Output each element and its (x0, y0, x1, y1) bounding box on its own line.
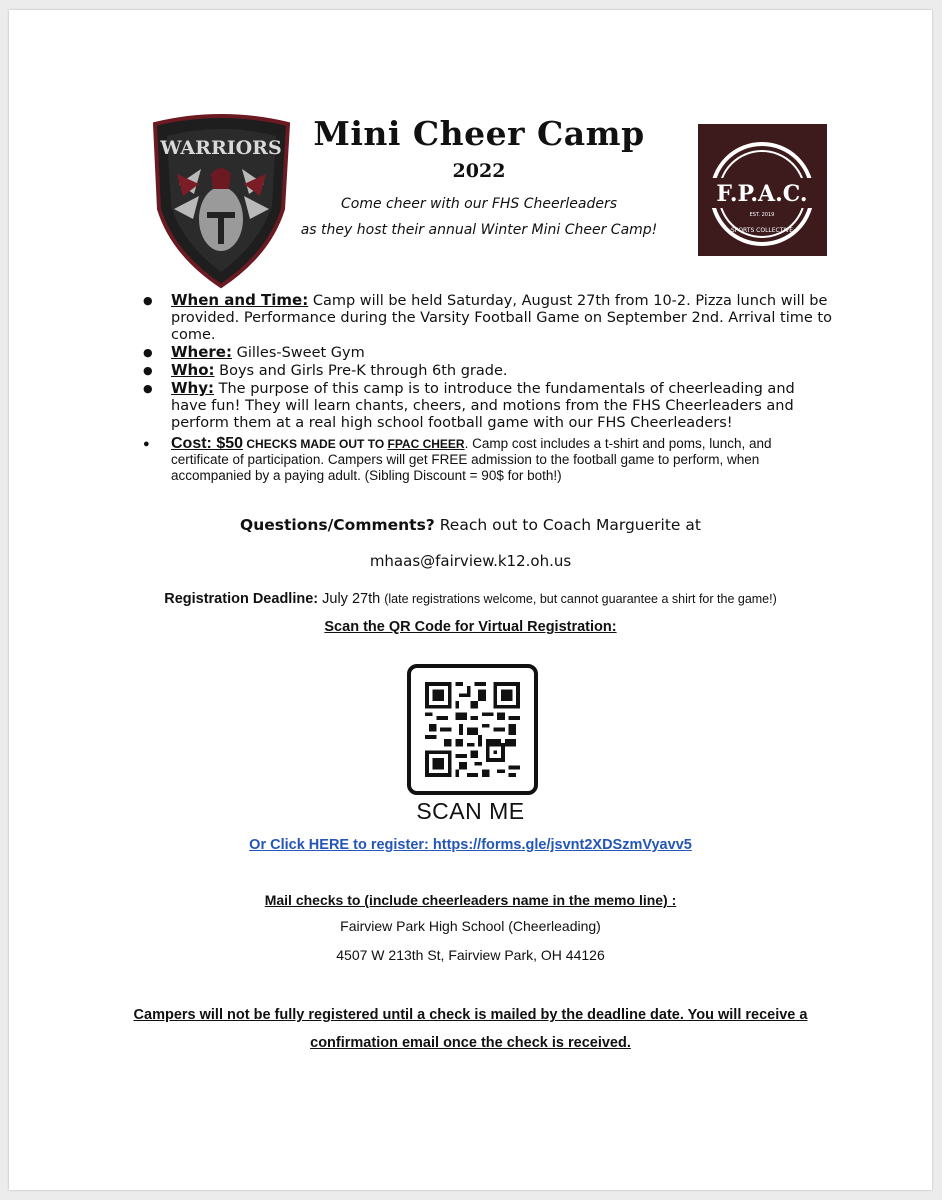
where-label: Where: (171, 343, 232, 361)
address-line-1: Fairview Park High School (Cheerleading) (340, 918, 601, 934)
list-item-cost (143, 436, 833, 484)
when-text: Camp will be held Saturday, August 27th from 10-2. Pizza lunch will be provided. Performance during the Varsity Football Game on September 2nd. Arrival time to come. (171, 293, 832, 343)
address-line-2: 4507 W 213th St, Fairview Park, OH 44126 (336, 947, 605, 963)
cost-payee: FPAC CHEER (387, 437, 465, 451)
mail-title: Mail checks to (include cheerleaders name in the memo line) : (264, 892, 677, 908)
fpac-subtext: SPORTS COLLECTIVE (730, 227, 794, 234)
flyer-page (9, 10, 932, 1190)
registration-link[interactable]: Or Click HERE to register: https://forms.gle/jsvnt2XDSzmVyavv5 (249, 837, 692, 853)
deadline-note: (late registrations welcome, but cannot guarantee a shirt for the game!) (384, 592, 777, 606)
notice-line-1: Campers will not be fully registered until a check is mailed by the deadline date. You will receive a (133, 1007, 808, 1023)
deadline-label: Registration Deadline: (164, 591, 319, 607)
notice-line-2: confirmation email once the check is received. (310, 1035, 631, 1051)
who-label: Who: (171, 361, 215, 379)
why-label: Why: (171, 379, 215, 397)
questions-text: Reach out to Coach Marguerite at (434, 516, 701, 534)
who-text: Boys and Girls Pre-K through 6th grade. (214, 363, 508, 379)
fpac-logo-text: F.P.A.C. (716, 181, 808, 207)
questions-label: Questions/Comments? (240, 516, 435, 534)
list-item-why (143, 380, 833, 432)
why-text: The purpose of this camp is to introduce the fundamentals of cheerleading and have fun! They will learn chants, cheers, and motions from the FHS Cheerleaders and perform them at a real high school football game with our FHS Cheerleaders! (171, 381, 795, 431)
fpac-logo (698, 124, 827, 256)
qr-code-icon (425, 682, 520, 777)
cost-caps: CHECKS MADE OUT TO (243, 437, 388, 451)
subtitle-line-2: as they host their annual Winter Mini Cheer Camp! (300, 222, 658, 238)
subtitle-line-1: Come cheer with our FHS Cheerleaders (340, 196, 618, 212)
cost-text: . Camp cost includes a t-shirt and poms, lunch, and certificate of participation. Campers will get FREE admission to the football game to perform, when accompanied by a paying adult. (Sibling Discount = 90$ for both!) (171, 436, 772, 483)
details-list (143, 292, 833, 484)
cost-label: Cost: $50 (171, 435, 244, 452)
when-label: When and Time: (171, 291, 309, 309)
page-year: 2022 (452, 160, 506, 182)
deadline-date: July 27th (318, 591, 385, 607)
list-item-who (143, 362, 833, 380)
page-title: Mini Cheer Camp (313, 114, 645, 153)
qr-code[interactable] (407, 664, 538, 795)
fpac-est-text: EST. 2019 (749, 212, 775, 218)
list-item-when (143, 292, 833, 344)
registration-notice (9, 1001, 932, 1057)
scan-title: Scan the QR Code for Virtual Registration: (324, 619, 617, 635)
registration-deadline (9, 591, 932, 607)
contact-email[interactable]: mhaas@fairview.k12.oh.us (369, 552, 572, 570)
scan-me-label: SCAN ME (416, 798, 525, 824)
shield-logo-text: WARRIORS (160, 137, 282, 159)
where-text: Gilles-Sweet Gym (231, 345, 365, 361)
list-item-where (143, 344, 833, 362)
questions-line (9, 516, 932, 534)
